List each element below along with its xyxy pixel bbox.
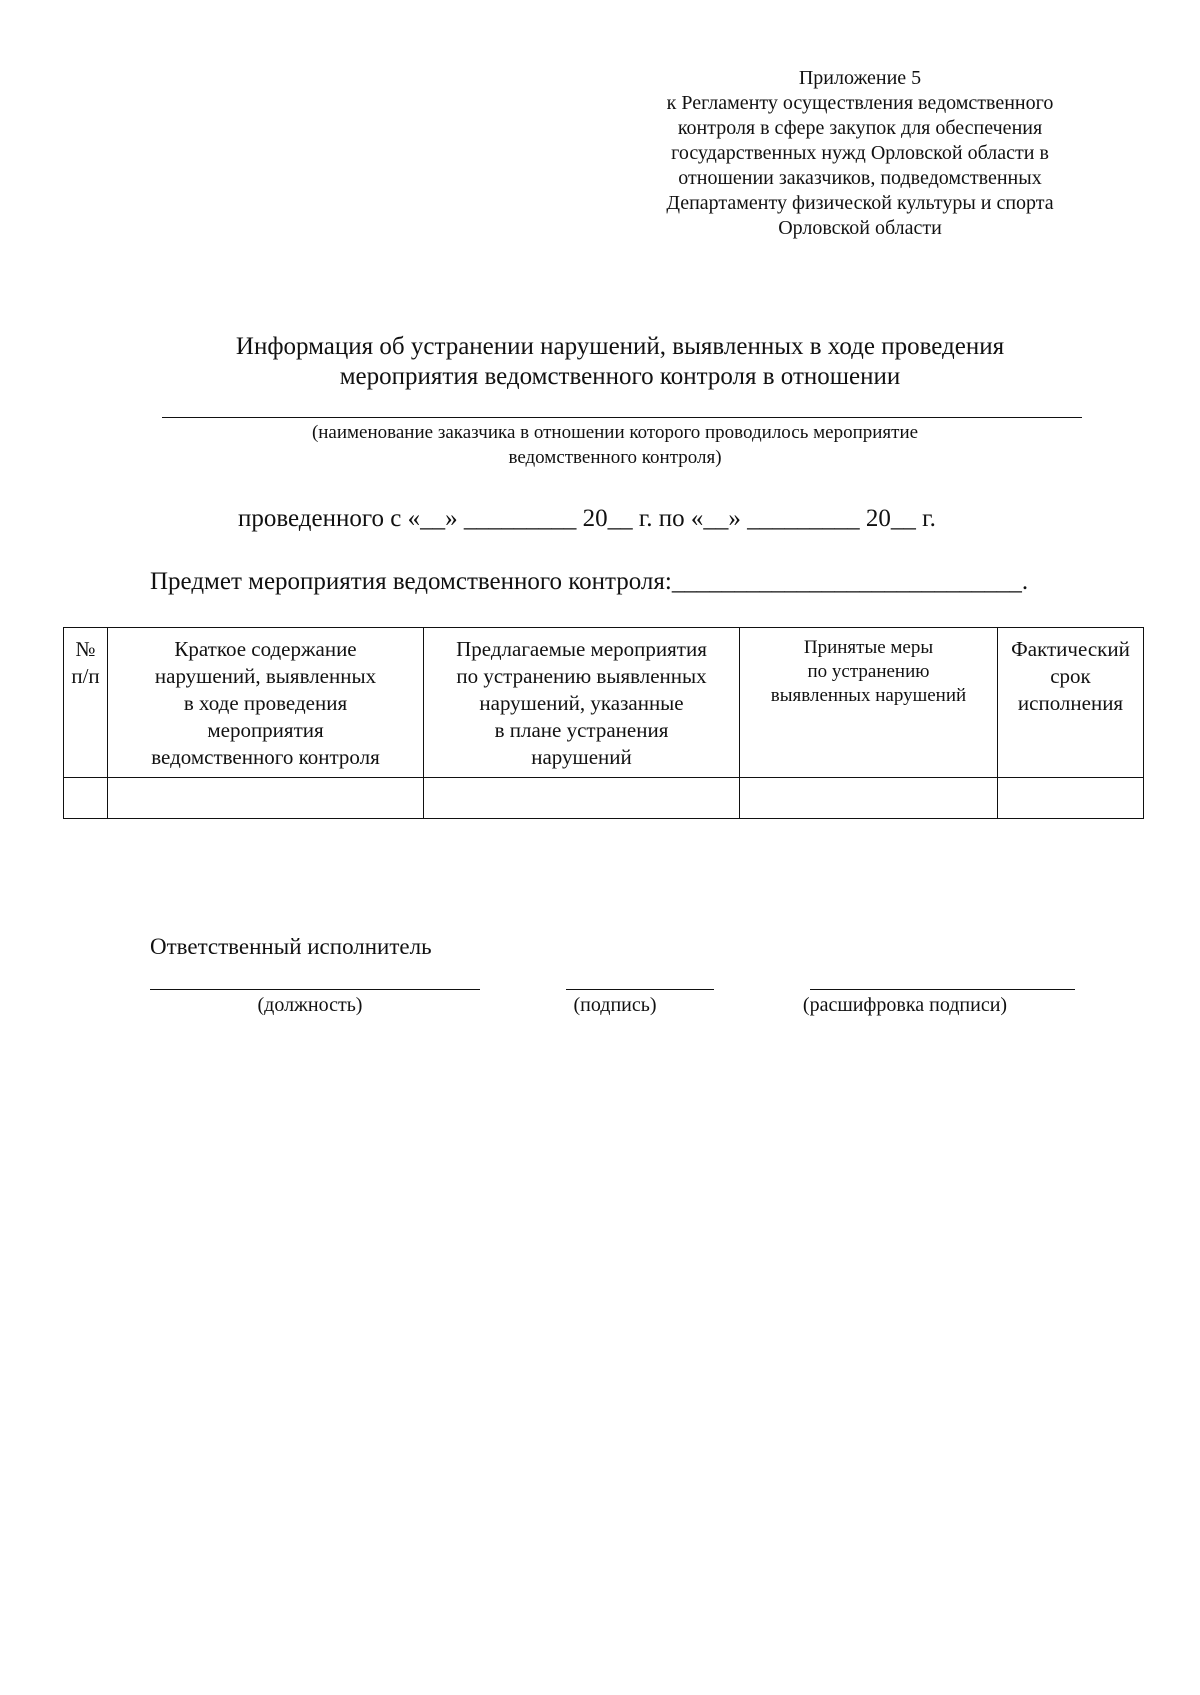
appendix-line: контроля в сфере закупок для обеспечения: [677, 117, 1043, 139]
control-subject-line: Предмет мероприятия ведомственного контроля:____________________________.: [150, 568, 1029, 595]
document-title: [140, 332, 1100, 392]
appendix-header: [610, 66, 1110, 241]
title-line-1: Информация об устранении нарушений, выявленных в ходе проведения: [235, 333, 1005, 360]
signature-caption: (подпись): [573, 994, 657, 1016]
table-row: [64, 778, 1144, 819]
table-header-row: [64, 628, 1144, 778]
appendix-line: Приложение 5: [798, 67, 922, 89]
header-violations-summary: Краткое содержание нарушений, выявленных в ходе проведения мероприятия ведомственного контроля: [108, 628, 424, 778]
header-actual-deadline: Фактический срок исполнения: [998, 628, 1144, 778]
table-cell[interactable]: [424, 778, 740, 819]
title-line-2: мероприятия ведомственного контроля в отношении: [339, 363, 901, 390]
table-cell[interactable]: [740, 778, 998, 819]
header-proposed-measures: Предлагаемые мероприятия по устранению выявленных нарушений, указанные в плане устранения нарушений: [424, 628, 740, 778]
decoding-caption: (расшифровка подписи): [802, 994, 1008, 1016]
table-cell[interactable]: [998, 778, 1144, 819]
caption-line-1: (наименование заказчика в отношении которого проводилось мероприятие: [311, 422, 919, 443]
appendix-line: Орловской области: [778, 217, 942, 239]
appendix-line: государственных нужд Орловской области в: [671, 142, 1049, 164]
signature-decoding-field[interactable]: [810, 989, 1075, 990]
table-cell[interactable]: [108, 778, 424, 819]
position-field[interactable]: [150, 989, 480, 990]
control-period-line: проведенного с «__» _________ 20__ г. по «__» _________ 20__ г.: [238, 505, 936, 532]
customer-name-field[interactable]: [162, 417, 1082, 418]
position-caption: (должность): [257, 994, 363, 1016]
appendix-line: к Регламенту осуществления ведомственного: [666, 92, 1054, 114]
violations-table: [63, 627, 1144, 819]
appendix-line: отношении заказчиков, подведомственных: [678, 167, 1042, 189]
appendix-line: Департаменту физической культуры и спорта: [666, 192, 1054, 214]
signature-field[interactable]: [566, 989, 714, 990]
header-number: № п/п: [64, 628, 108, 778]
caption-line-2: ведомственного контроля): [508, 447, 722, 468]
table-cell[interactable]: [64, 778, 108, 819]
customer-name-caption: [200, 420, 1030, 470]
responsible-executor-label: Ответственный исполнитель: [150, 934, 432, 959]
header-taken-measures: Принятые меры по устранению выявленных нарушений: [740, 628, 998, 778]
